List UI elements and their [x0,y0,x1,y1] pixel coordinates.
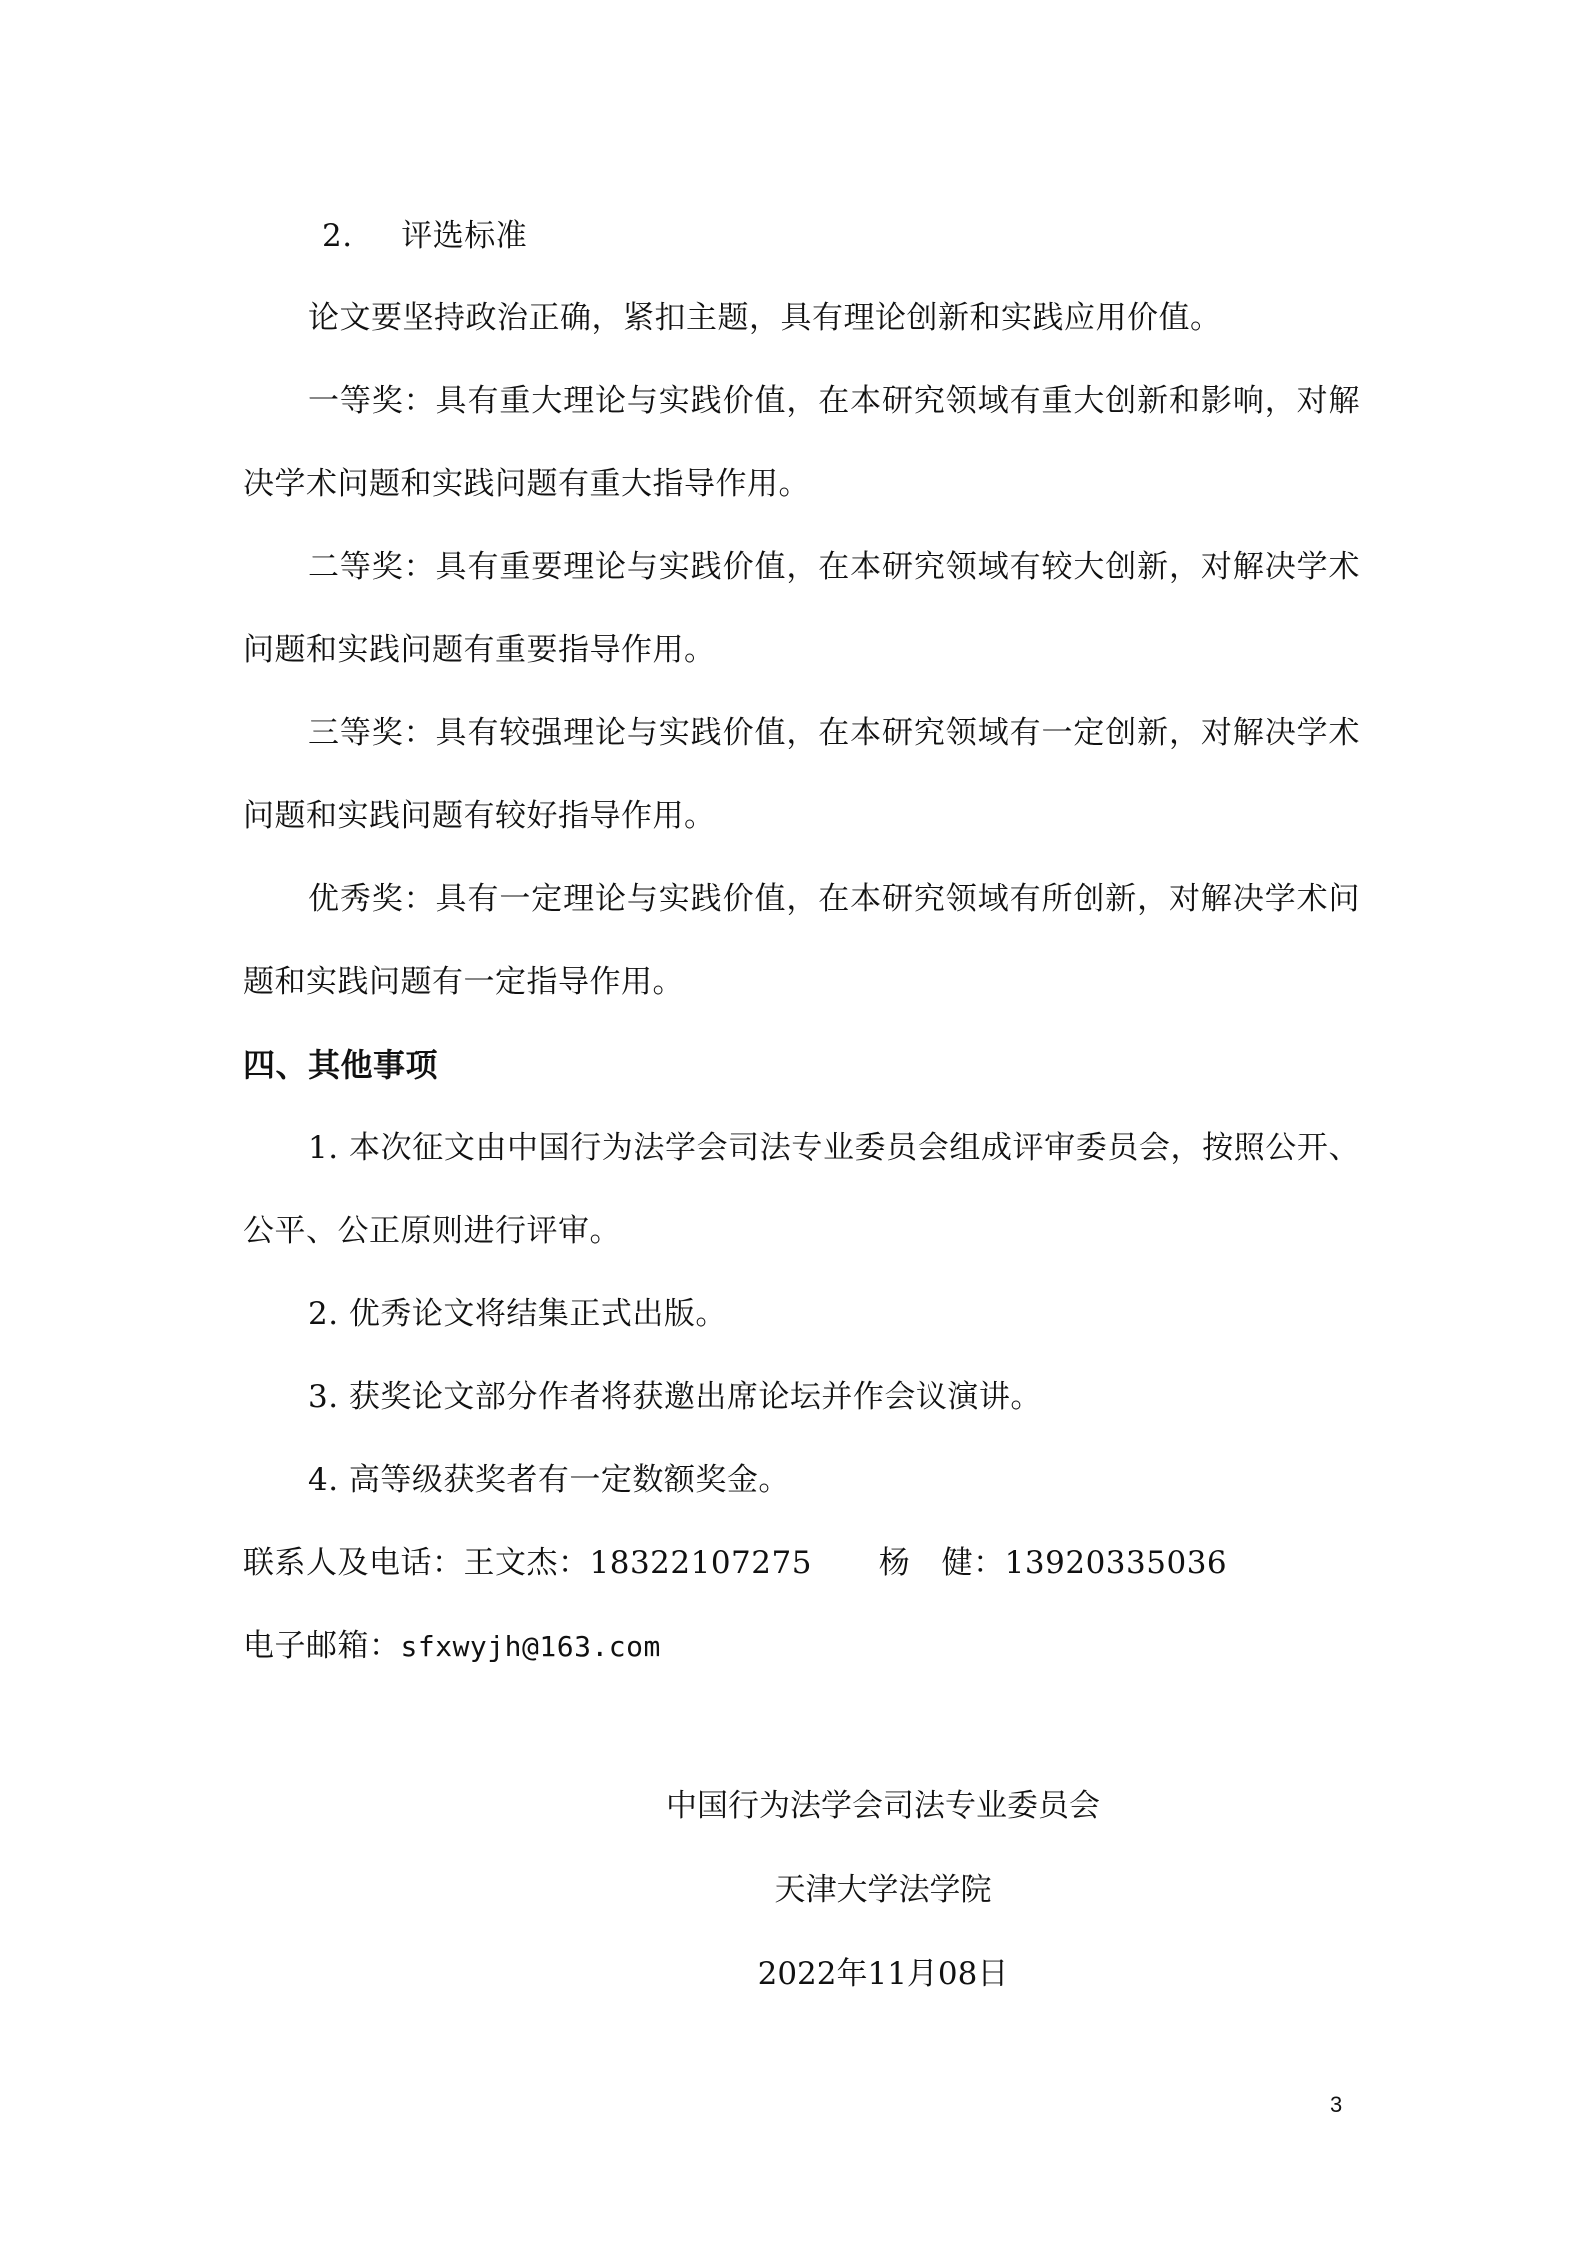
other-item1-line1: 1. 本次征文由中国行为法学会司法专业委员会组成评审委员会，按照公开、 [308,1130,1360,1166]
second-prize-line2: 问题和实践问题有重要指导作用。 [243,632,716,668]
other-item4: 4. 高等级获奖者有一定数额奖金。 [308,1462,790,1498]
third-prize-line2: 问题和实践问题有较好指导作用。 [243,798,716,834]
excellent-line1: 优秀奖：具有一定理论与实践价值，在本研究领域有所创新，对解决学术问 [308,881,1360,917]
excellent-line2: 题和实践问题有一定指导作用。 [243,964,684,1000]
contact-person2: 杨 健：13920335036 [878,1545,1228,1581]
email-line [243,1626,661,1667]
email-label: 电子邮箱： [243,1628,401,1664]
other-item3: 3. 获奖论文部分作者将获邀出席论坛并作会议演讲。 [308,1379,1042,1415]
section-item-2 [322,216,527,256]
first-prize-line1: 一等奖：具有重大理论与实践价值，在本研究领域有重大创新和影响，对解 [308,383,1360,419]
first-prize-line2: 决学术问题和实践问题有重大指导作用。 [243,466,810,502]
signature-org2: 天津大学法学院 [774,1872,992,1908]
section-item-number: 2. [322,218,353,254]
signature-org1: 中国行为法学会司法专业委员会 [666,1788,1100,1824]
other-item2: 2. 优秀论文将结集正式出版。 [308,1296,727,1332]
contact-line [243,1543,1227,1583]
other-matters-heading: 四、其他事项 [243,1046,439,1084]
contact-person1: 王文杰：18322107275 [463,1545,812,1581]
criteria-intro: 论文要坚持政治正确，紧扣主题，具有理论创新和实践应用价值。 [308,300,1222,336]
page-number: 3 [1330,2092,1343,2117]
signature-date: 2022年11月08日 [757,1956,1009,1992]
section-item-title: 评选标准 [401,218,528,254]
contact-label: 联系人及电话： [243,1545,464,1581]
second-prize-line1: 二等奖：具有重要理论与实践价值，在本研究领域有较大创新，对解决学术 [308,549,1360,585]
email-address[interactable]: sfxwyjh@163.com [400,1630,661,1663]
third-prize-line1: 三等奖：具有较强理论与实践价值，在本研究领域有一定创新，对解决学术 [308,715,1360,751]
other-item1-line2: 公平、公正原则进行评审。 [243,1213,621,1249]
